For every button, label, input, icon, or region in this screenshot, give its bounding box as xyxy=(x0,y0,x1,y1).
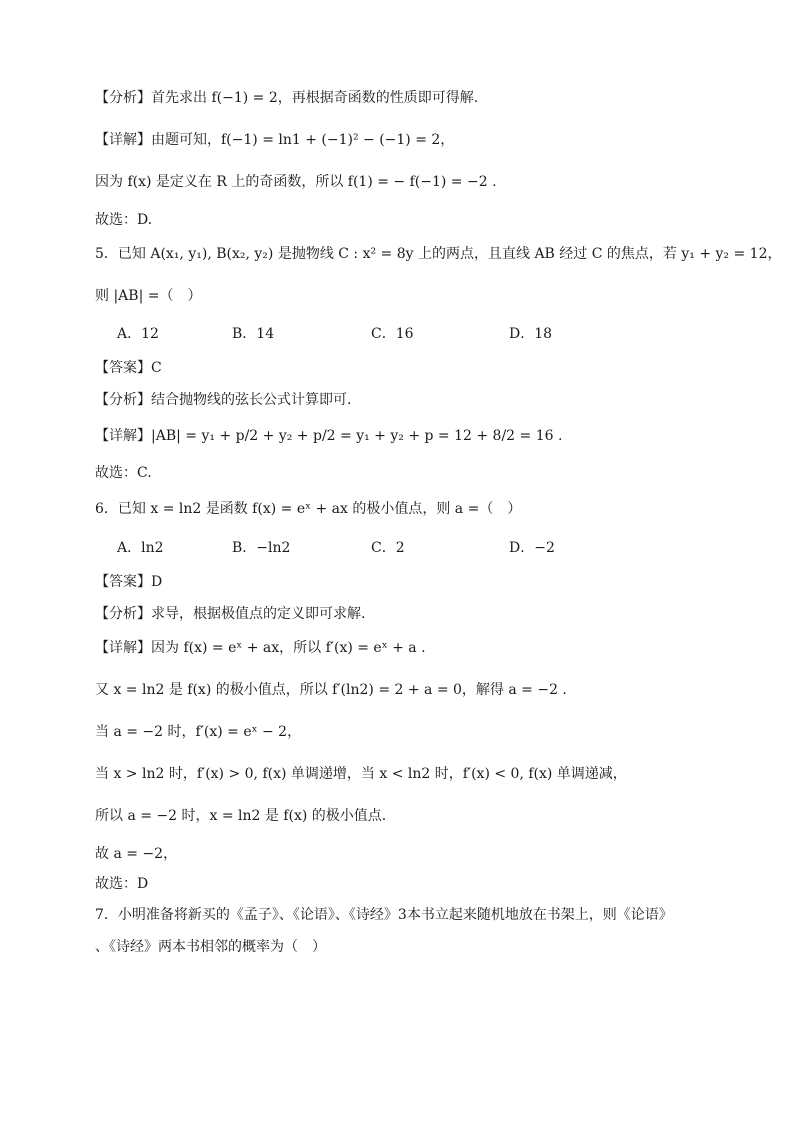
solution-q4-cont: 因为 f(x) 是定义在 R 上的奇函数，所以 f(1) = − f(−1) = −2 . xyxy=(95,174,497,190)
q5-option-d: D．18 xyxy=(509,326,553,342)
answer-q5: 【答案】C xyxy=(95,360,162,376)
choice-q5: 故选：C. xyxy=(95,465,152,481)
q5-option-b: B．14 xyxy=(232,326,275,342)
choice-q6: 故选：D xyxy=(95,876,149,892)
solution-q6-line3: 当 a = −2 时，f′(x) = eˣ − 2， xyxy=(95,724,302,740)
question-7-cont: 、《诗经》两本书相邻的概率为（ ） xyxy=(95,939,326,955)
q5-option-c: C．16 xyxy=(371,326,414,342)
question-6: 6．已知 x = ln2 是函数 f(x) = eˣ + ax 的极小值点，则 a =（ ） xyxy=(95,501,522,517)
q6-option-c: C．2 xyxy=(371,540,405,556)
analysis-q5: 【分析】结合抛物线的弦长公式计算即可. xyxy=(95,392,352,408)
solution-q4: 【详解】由题可知，f(−1) = ln1 + (−1)² − (−1) = 2， xyxy=(95,132,455,148)
question-7: 7．小明准备将新买的《孟子》、《论语》、《诗经》3本书立起来随机地放在书架上，则《论语》 xyxy=(95,907,673,923)
analysis-q6: 【分析】求导，根据极值点的定义即可求解. xyxy=(95,606,366,622)
solution-q6-line5: 所以 a = −2 时，x = ln2 是 f(x) 的极小值点. xyxy=(95,808,387,824)
solution-q6-line2: 又 x = ln2 是 f(x) 的极小值点，所以 f′(ln2) = 2 + a = 0，解得 a = −2 . xyxy=(95,682,567,698)
q6-option-a: A．ln2 xyxy=(117,540,164,556)
answer-q6: 【答案】D xyxy=(95,574,163,590)
choice-q4: 故选：D. xyxy=(95,212,153,228)
q6-option-d: D．−2 xyxy=(509,540,555,556)
question-5: 5．已知 A(x₁, y₁), B(x₂, y₂) 是抛物线 C : x² = 8y 上的两点，且直线 AB 经过 C 的焦点，若 y₁ + y₂ = 12， xyxy=(95,246,782,262)
solution-q6-line6: 故 a = −2， xyxy=(95,846,178,862)
analysis-q4: 【分析】首先求出 f(−1) = 2，再根据奇函数的性质即可得解. xyxy=(95,90,479,106)
solution-q6-line4: 当 x > ln2 时，f′(x) > 0, f(x) 单调递增，当 x < ln2 时，f′(x) < 0, f(x) 单调递减， xyxy=(95,766,627,782)
q6-option-b: B．−ln2 xyxy=(232,540,291,556)
question-5-cont: 则 |AB| =（ ） xyxy=(95,288,202,304)
solution-q5: 【详解】|AB| = y₁ + p/2 + y₂ + p/2 = y₁ + y₂ + p = 12 + 8/2 = 16 . xyxy=(95,428,563,444)
solution-q6: 【详解】因为 f(x) = eˣ + ax，所以 f′(x) = eˣ + a . xyxy=(95,640,426,656)
q5-option-a: A．12 xyxy=(117,326,159,342)
